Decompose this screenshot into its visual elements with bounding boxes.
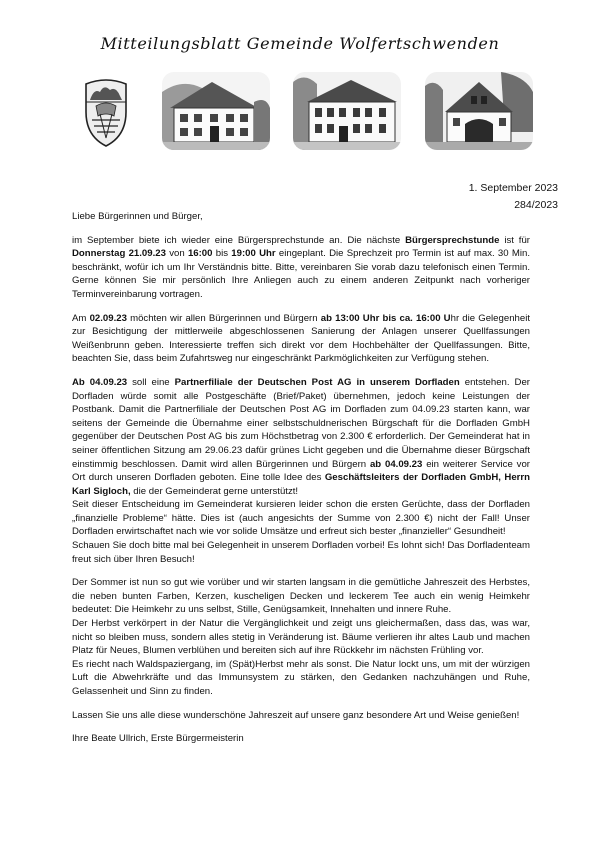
- header-images: [0, 70, 600, 150]
- paragraph-autumn-2: Der Herbst verkörpert in der Natur die Vergänglichkeit und zeigt uns gleichermaßen, dass das, was war, nicht so bleiben muss, sondern alles stetig in Veränderung ist. Bäume verlieren ihr altes Laub und machen Platz für Neues, Blumen verblühen und bereiten sich auf ihre Rückkehr im nächsten Frühling vor.: [72, 618, 530, 657]
- school-building-photo-icon: [293, 72, 401, 150]
- farmhouse-photo-icon: [425, 72, 533, 150]
- issue-date: 1. September 2023: [468, 182, 558, 194]
- paragraph-post-office: Ab 04.09.23 soll eine Partnerfiliale der Deutschen Post AG in unserem Dorfladen entstehen. Der Dorfladen würde somit alle Postgeschäfte (Brief/Paket) übernehmen, jedoch keine Leistungen der Postbank. Damit die Partnerfiliale der Deutschen Post AG im Dorfladen zum 04.09.23 starten kann, war seitens der Gemeinde die Übernahme einer selbstschuldnerischen Bürgschaft für die Dorfladen GmbH gegenüber der Deutschen Post AG bis zum Höchstbetrag von 2.300 € erforderlich. Der Gemeinderat hat in seiner öffentlichen Sitzung am 29.06.23 dafür grünes Licht gegeben und die Übernahme dieser Bürgschaft einstimmig beschlossen. Damit wird allen Bürgerinnen und Bürgern ab 04.09.23 ein weiterer Service vor Ort durch unseren Dorfladen geboten. Eine tolle Idee des Geschäftsleiters der Dorfladen GmbH, Herrn Karl Sigloch, die der Gemeinderat gerne unterstützt!: [72, 376, 530, 497]
- paragraph-water-sources: Am 02.09.23 möchten wir allen Bürgerinnen und Bürgern ab 13:00 Uhr bis ca. 16:00 Uhr die Gelegenheit zur Besichtigung der mittlerweile abgeschlossenen Sanierung der Anlagen unserer Quellfassungen Weißenbrunn geben. Interessierte treffen sich direkt vor dem Hochbehälter der Quellfassungen. Bitte, beachten Sie, dass beim Zufahrtsweg nur eingeschränkt Parkmöglichkeiten zur Verfügung stehen.: [72, 312, 530, 365]
- paragraph-rumors: Seit dieser Entscheidung im Gemeinderat kursieren leider schon die ersten Gerüchte, dass der Dorfladen „finanzielle Probleme“ hätte. Dies ist (auch angesichts der Summe von 2.300 €) nicht der Fall! Unser Dorfladen erwirtschaftet nach wie vor solide Umsätze und erfreut sich bester „finanzieller“ Gesundheit!: [72, 499, 530, 538]
- newsletter-title: Mitteilungsblatt Gemeinde Wolfertschwenden: [100, 34, 500, 53]
- greeting: Liebe Bürgerinnen und Bürger,: [72, 211, 203, 222]
- paragraph-visit-shop: Schauen Sie doch bitte mal bei Gelegenheit in unserem Dorfladen vorbei! Es lohnt sich! Das Dorfladenteam freut sich über Ihren Besuch!: [72, 540, 530, 565]
- signature: Ihre Beate Ullrich, Erste Bürgermeisterin: [72, 733, 244, 745]
- paragraph-autumn-1: Der Sommer ist nun so gut wie vorüber und wir starten langsam in die gemütliche Jahreszeit des Herbstes, die neben bunten Farben, Kerzen, kuscheligen Decken und leckerem Tee auch ein wenig Heimkehr bedeutet: Die Heimkehr zu uns selbst, Stille, Genügsamkeit, Innehalten und innere Ruhe.: [72, 577, 530, 616]
- letter-body: [72, 210, 530, 756]
- paragraph-closing: Lassen Sie uns alle diese wunderschöne Jahreszeit auf unsere ganz besondere Art und Weise genießen!: [72, 709, 520, 721]
- town-hall-photo-icon: [162, 72, 270, 150]
- date-block: [469, 180, 558, 214]
- paragraph-autumn-3: Es riecht nach Waldspaziergang, im (Spät)Herbst mehr als sonst. Die Natur lockt uns, um mit der würzigen Luft die Abwehrkräfte und das Immunsystem zu stärken, den Gedanken nachzuhängen und Ruhe, Gelassenheit und Sinn zu finden.: [72, 658, 530, 697]
- paragraph-consultation: im September biete ich wieder eine Bürgersprechstunde an. Die nächste Bürgersprechstunde ist für Donnerstag 21.09.23 von 16:00 bis 19:00 Uhr eingeplant. Die Sprechzeit pro Termin ist auf max. 30 Min. beschränkt, wofür ich um Ihr Verständnis bitte. Bitte, vereinbaren Sie vorab dazu telefonisch einen Termin. Gerne können Sie mir persönlich Ihre Anliegen auch zu einem anderen Zeitpunkt nach vorheriger Terminvereinbarung vortragen.: [72, 234, 530, 300]
- coat-of-arms-icon: [80, 76, 132, 148]
- issue-number: 284/2023: [514, 199, 558, 211]
